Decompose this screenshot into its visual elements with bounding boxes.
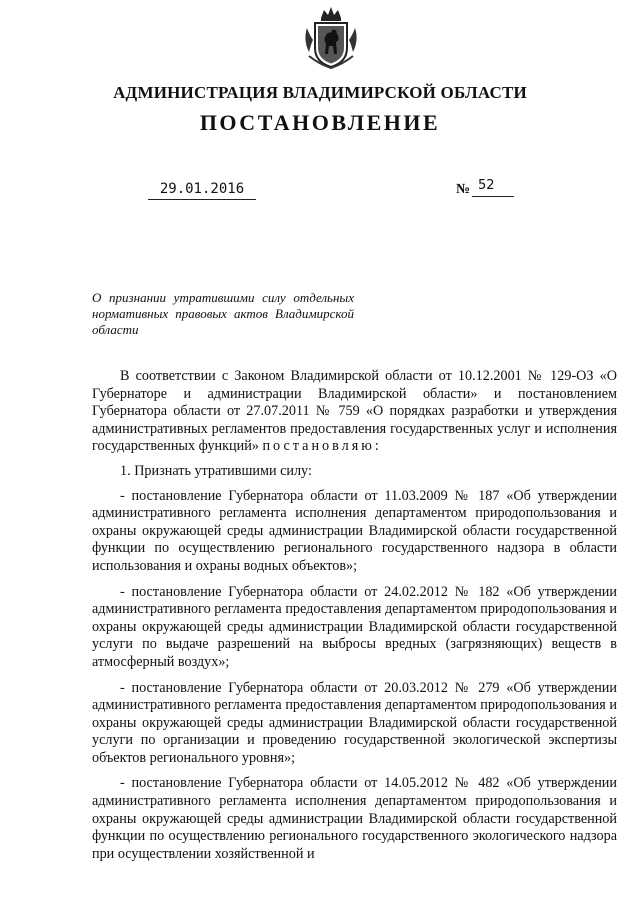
document-body xyxy=(92,368,617,871)
document-subject: О признании утратившими силу отдельных нормативных правовых актов Владимирской области xyxy=(92,290,354,337)
list-item: - постановление Губернатора области от 20.03.2012 № 279 «Об утверждении административного регламента предоставления департаментом природопользования и охраны окружающей среды администрации Владимирской области государственной услуги по организации и проведению государственной экологической экспертизы объектов регионального уровня»; xyxy=(92,679,617,766)
organization-name: АДМИНИСТРАЦИЯ ВЛАДИМИРСКОЙ ОБЛАСТИ xyxy=(113,83,527,102)
document-number: 52 xyxy=(472,176,514,197)
point-1: 1. Признать утратившими силу: xyxy=(120,462,312,479)
list-item: - постановление Губернатора области от 24.02.2012 № 182 «Об утверждении административного регламента предоставления департаментом природопользования и охраны окружающей среды администрации Владимирской области государственной услуги по выдаче разрешений на выбросы вредных (загрязняющих) веществ в атмосферный воздух»; xyxy=(92,583,617,670)
preamble-text: В соответствии с Законом Владимирской области от 10.12.2001 № 129-ОЗ «О Губернаторе и администрации Владимирской области» и постановлением Губернатора области от 27.07.2011 № 759 «О порядках разработки и утверждения административных регламентов предоставления государственных услуг и исполнения государственных функций» xyxy=(92,368,617,455)
number-label: № xyxy=(456,182,471,197)
preamble-paragraph xyxy=(92,368,617,456)
preamble-verb: постановляю: xyxy=(262,438,382,455)
list-item: - постановление Губернатора области от 14.05.2012 № 482 «Об утверждении административного регламента исполнения департаментом природопользования и охраны окружающей среды администрации Владимирской области государственной функции по осуществлению регионального государственного экологического надзора при осуществлении хозяйственной и xyxy=(92,775,617,862)
list-item: - постановление Губернатора области от 11.03.2009 № 187 «Об утверждении административного регламента исполнения департаментом природопользования и охраны окружающей среды администрации Владимирской области государственной функции по осуществлению регионального государственного надзора в области использования и охраны водных объектов»; xyxy=(92,487,617,574)
document-date: 29.01.2016 xyxy=(148,179,256,200)
document-type: ПОСТАНОВЛЕНИЕ xyxy=(199,110,441,135)
coat-of-arms-icon xyxy=(299,4,363,70)
